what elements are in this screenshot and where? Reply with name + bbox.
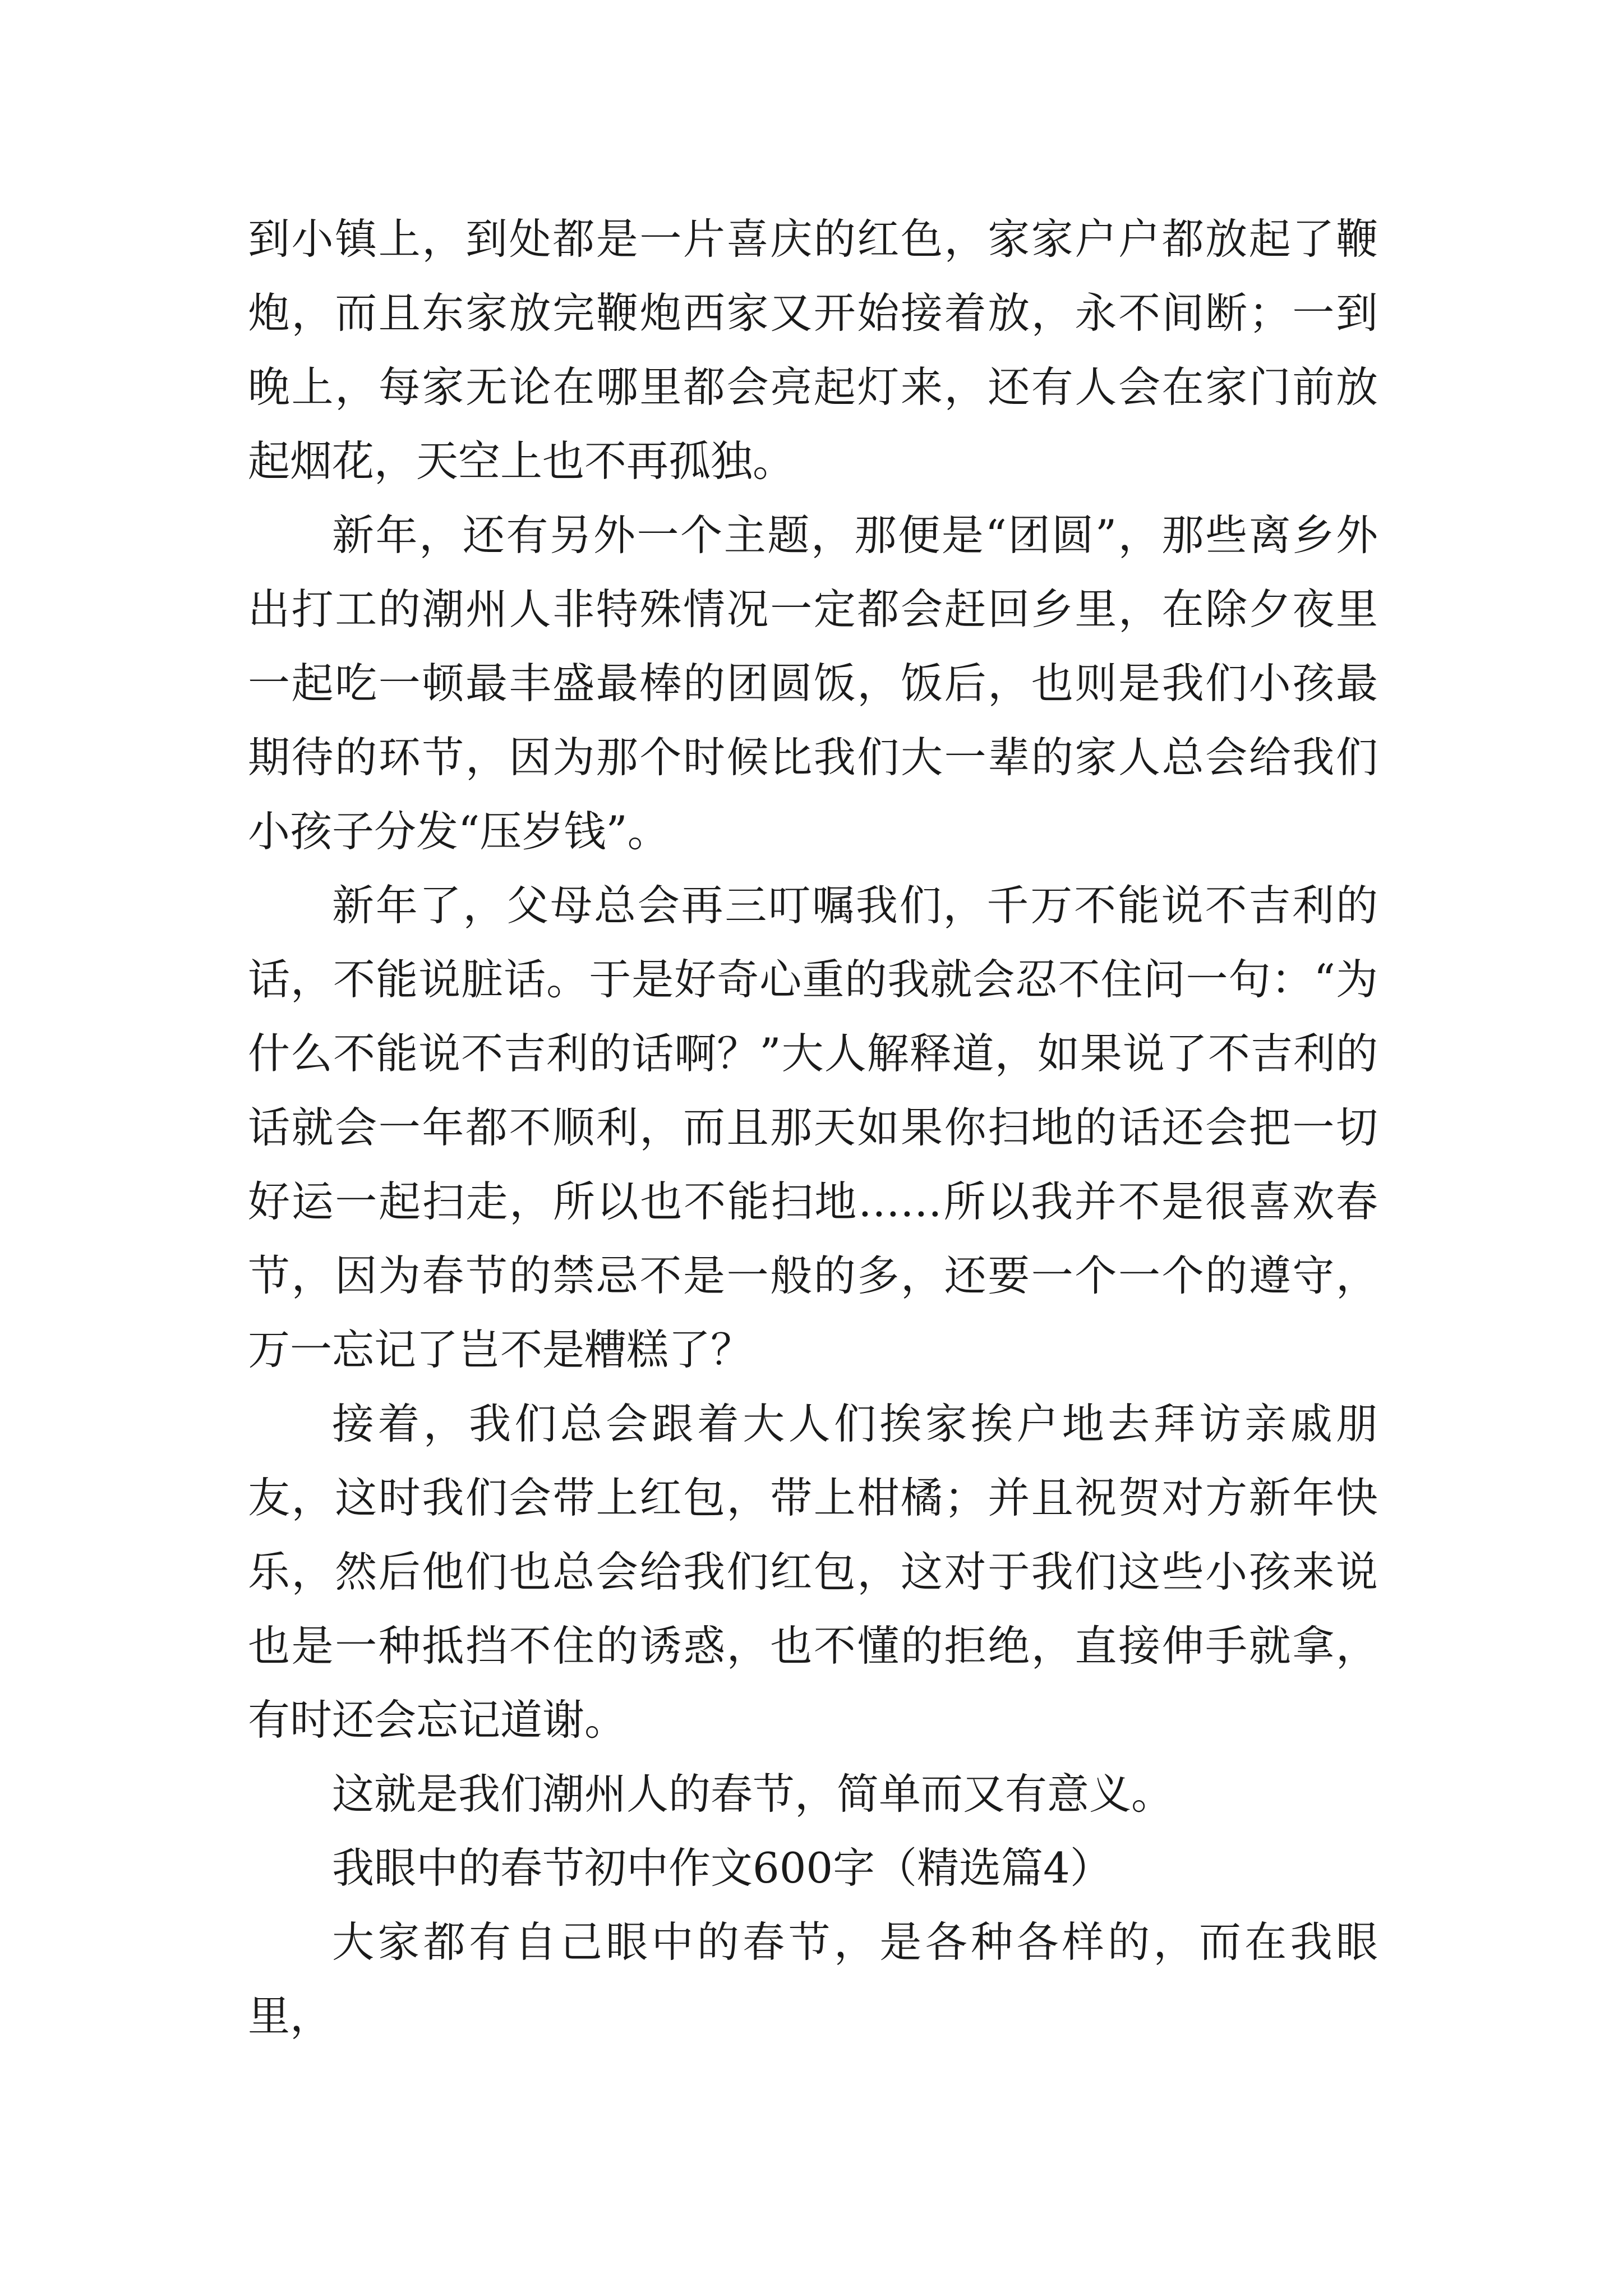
paragraph-1: 到小镇上，到处都是一片喜庆的红色，家家户户都放起了鞭炮，而且东家放完鞭炮西家又开始接着放，永不间断；一到晚上，每家无论在哪里都会亮起灯来，还有人会在家门前放起烟花，天空上也不再孤独。 (248, 214, 1378, 486)
paragraph-4: 接着，我们总会跟着大人们挨家挨户地去拜访亲戚朋友，这时我们会带上红包，带上柑橘；并且祝贺对方新年快乐，然后他们也总会给我们红包，这对于我们这些小孩来说也是一种抵挡不住的诱惑，也不懂的拒绝，直接伸手就拿，有时还会忘记道谢。 (248, 1399, 1378, 1745)
paragraph-6: 大家都有自己眼中的春节，是各种各样的，而在我眼里， (248, 1917, 1378, 2041)
paragraph-5: 这就是我们潮州人的春节，简单而又有意义。 (332, 1769, 1174, 1819)
document-body (248, 202, 1378, 2053)
paragraph-3: 新年了，父母总会再三叮嘱我们，千万不能说不吉利的话，不能说脏话。于是好奇心重的我就会忍不住问一句：“为什么不能说不吉利的话啊？”大人解释道，如果说了不吉利的话就会一年都不顺利，而且那天如果你扫地的话还会把一切好运一起扫走，所以也不能扫地……所以我并不是很喜欢春节，因为春节的禁忌不是一般的多，还要一个一个的遵守，万一忘记了岂不是糟糕了？ (248, 881, 1378, 1374)
section-heading: 我眼中的春节初中作文600字（精选篇4） (332, 1843, 1112, 1893)
paragraph-2: 新年，还有另外一个主题，那便是“团圆”，那些离乡外出打工的潮州人非特殊情况一定都会赶回乡里，在除夕夜里一起吃一顿最丰盛最棒的团圆饭，饭后，也则是我们小孩最期待的环节，因为那个时候比我们大一辈的家人总会给我们小孩子分发“压岁钱”。 (248, 510, 1378, 856)
